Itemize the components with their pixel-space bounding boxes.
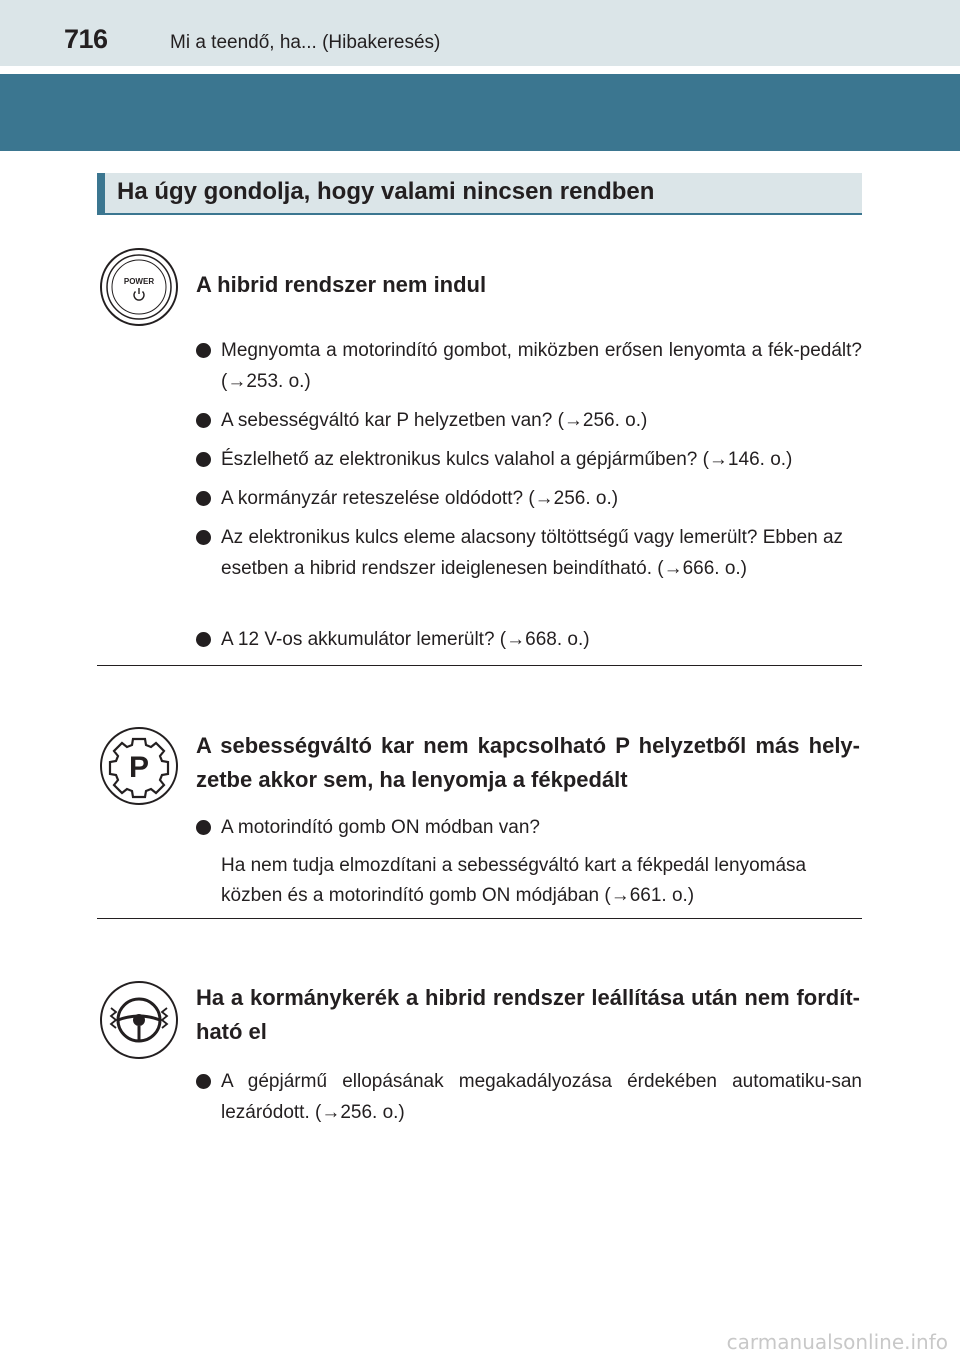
gear-p-label: P xyxy=(128,751,150,784)
list-item-text: Megnyomta a motorindító gombot, miközben erősen lenyomta a fék-pedált? (→253. o.) xyxy=(221,340,862,392)
bullet-dot xyxy=(196,491,211,506)
section-divider xyxy=(97,918,862,919)
list-item-text: Észlelhető az elektronikus kulcs valahol a gépjárműben? (→146. o.) xyxy=(221,449,793,470)
bullet-dot xyxy=(196,413,211,428)
list-item-text: A sebességváltó kar P helyzetben van? (→256. o.) xyxy=(221,410,648,431)
gear-p-icon xyxy=(99,726,179,806)
list-item xyxy=(196,624,862,655)
section-heading xyxy=(97,173,862,215)
list-item xyxy=(196,483,862,514)
list-item-text: A kormányzár reteszelése oldódott? (→256. o.) xyxy=(221,488,619,509)
block-steering-lock xyxy=(97,980,862,1140)
steering-lock-icon xyxy=(99,980,179,1060)
block-title: A sebességváltó kar nem kapcsolható P helyzetből más hely-zetbe akkor sem, ha lenyomja a fékpedált xyxy=(196,733,860,792)
explanation-text: Ha nem tudja elmozdítani a sebességváltó kart a fékpedál lenyomása közben és a motorindító gomb ON módjában (→661. o.) xyxy=(221,855,807,906)
list-item xyxy=(196,335,862,397)
bullet-dot xyxy=(196,452,211,467)
list-item-text: A motorindító gomb ON módban van? xyxy=(221,817,540,838)
bullet-dot xyxy=(196,820,211,835)
list-item xyxy=(196,1066,862,1128)
block-hybrid-not-starting xyxy=(97,247,862,667)
power-label: POWER xyxy=(123,277,155,286)
bullet-dot xyxy=(196,343,211,358)
chapter-band xyxy=(0,74,960,151)
list-item xyxy=(196,444,862,475)
power-button-icon xyxy=(99,247,179,327)
list-item-text: A gépjármű ellopásának megakadályozása érdekében automatiku-san lezáródott. (→256. o.) xyxy=(221,1071,862,1123)
header-strip xyxy=(0,0,960,66)
running-title: Mi a teendő, ha... (Hibakeresés) xyxy=(170,32,441,53)
list-item-text: A 12 V-os akkumulátor lemerült? (→668. o.) xyxy=(221,629,590,650)
list-item-text: Az elektronikus kulcs eleme alacsony töltöttségű vagy lemerült? Ebben az esetben a hibrid rendszer ideiglenesen beindítható. (→666. o.) xyxy=(221,527,844,579)
watermark: carmanualsonline.info xyxy=(726,1330,948,1354)
section-divider xyxy=(97,665,862,666)
bullet-dot xyxy=(196,632,211,647)
section-heading-text: Ha úgy gondolja, hogy valami nincsen rendben xyxy=(117,178,655,205)
list-item xyxy=(196,522,862,584)
bullet-dot xyxy=(196,530,211,545)
list-item xyxy=(196,812,862,843)
bullet-dot xyxy=(196,1074,211,1089)
block-title: Ha a kormánykerék a hibrid rendszer leállítása után nem fordít-ható el xyxy=(196,985,860,1044)
block-title: A hibrid rendszer nem indul xyxy=(196,272,487,297)
page-number: 716 xyxy=(64,24,108,54)
list-item xyxy=(196,405,862,436)
